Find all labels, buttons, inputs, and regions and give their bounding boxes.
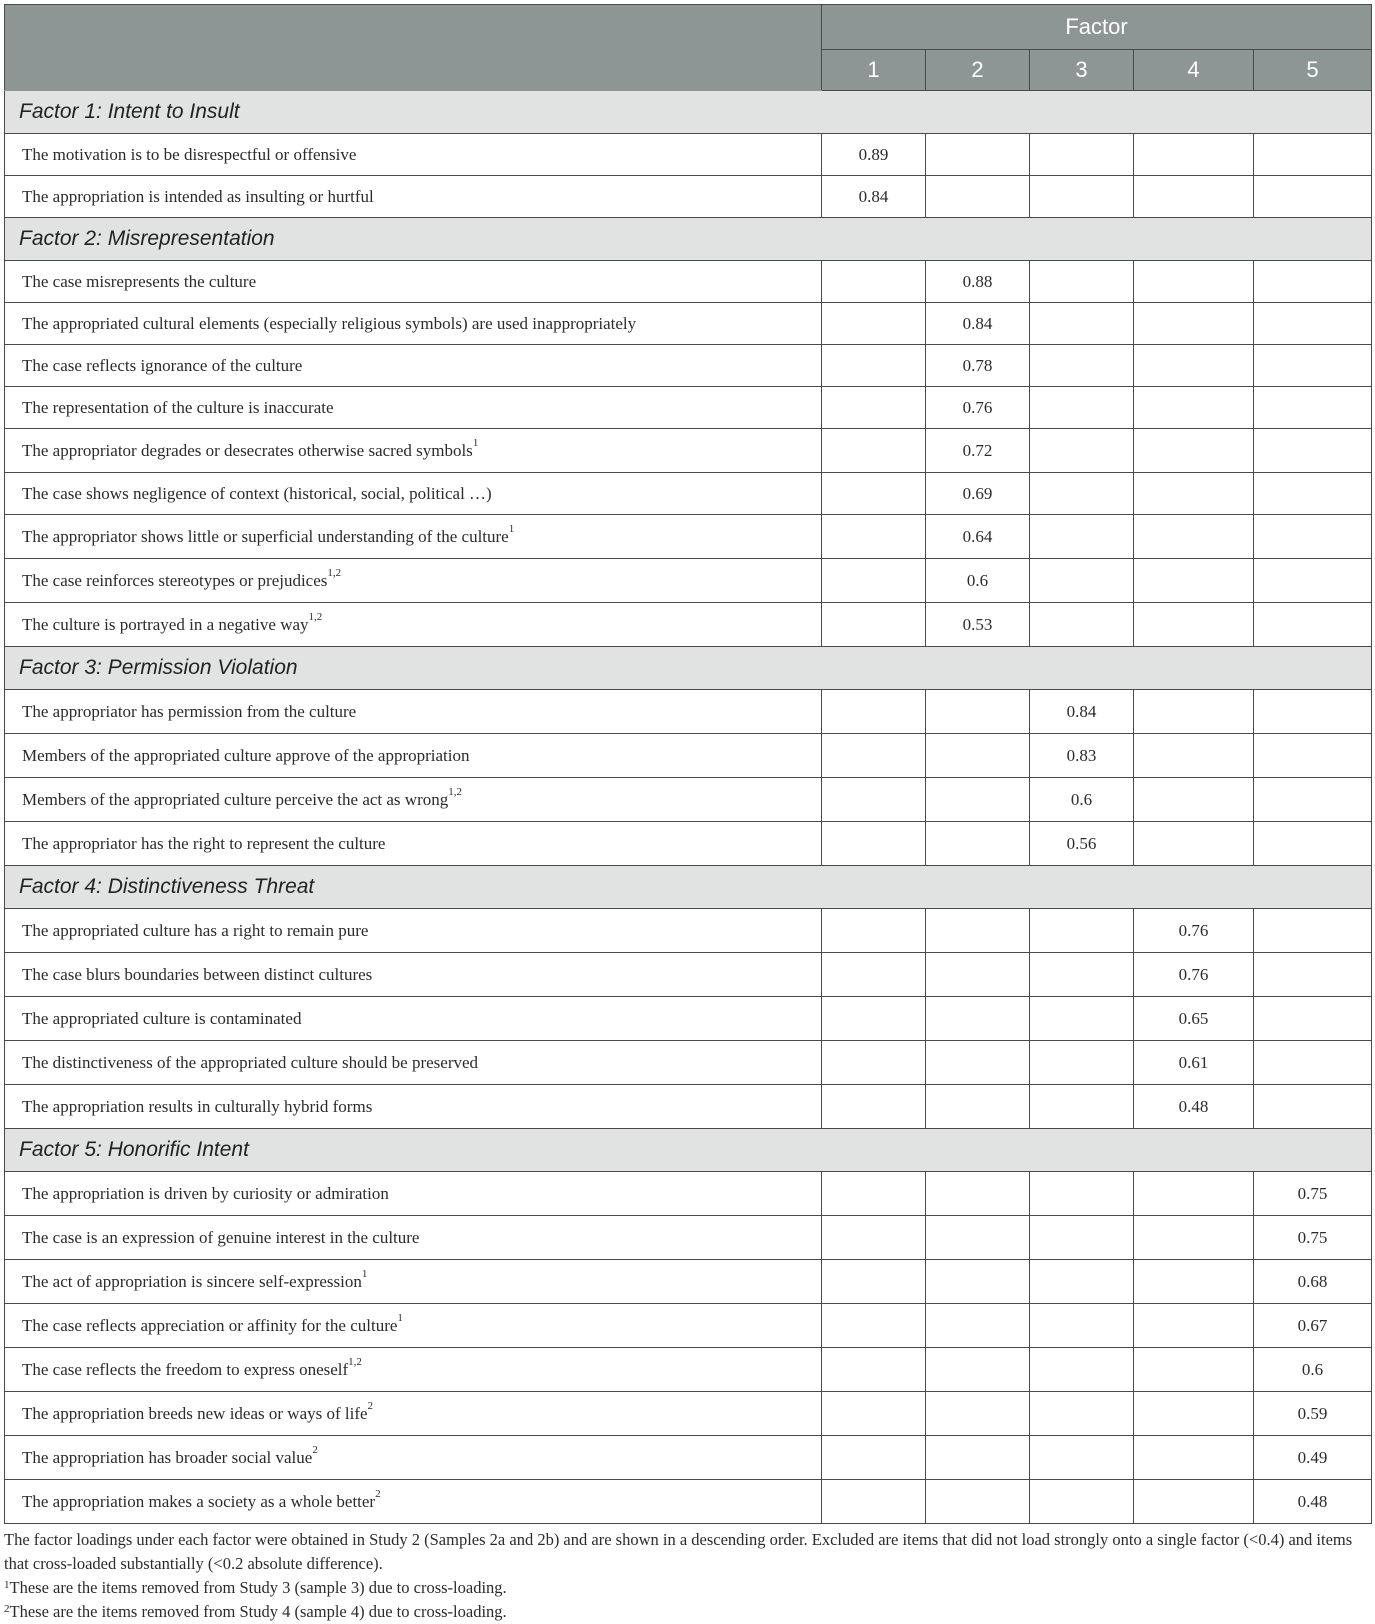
- section-title: Factor 4: Distinctiveness Threat: [5, 866, 822, 909]
- item-text: The appropriator has permission from the culture: [22, 701, 357, 721]
- item-label-cell: [5, 134, 822, 176]
- table-row: [5, 429, 1372, 473]
- section-empty-cell: [1030, 1129, 1134, 1172]
- empty-cell: [1134, 559, 1254, 603]
- section-row: [5, 647, 1372, 690]
- item-label-cell: [5, 909, 822, 953]
- empty-cell: [1030, 1172, 1134, 1216]
- table-row: [5, 1041, 1372, 1085]
- item-text: The case reinforces stereotypes or prejudices: [22, 570, 328, 590]
- item-label-cell: [5, 1436, 822, 1480]
- empty-cell: [1254, 176, 1372, 218]
- empty-cell: [1030, 953, 1134, 997]
- item-footnote-mark: 2: [375, 1487, 381, 1500]
- loading-value: 0.68: [1254, 1260, 1372, 1304]
- empty-cell: [1134, 1348, 1254, 1392]
- empty-cell: [1254, 559, 1372, 603]
- empty-cell: [1254, 909, 1372, 953]
- empty-cell: [1030, 1041, 1134, 1085]
- table-row: [5, 387, 1372, 429]
- empty-cell: [1030, 1085, 1134, 1129]
- empty-cell: [1134, 429, 1254, 473]
- empty-cell: [1134, 1304, 1254, 1348]
- empty-cell: [1134, 473, 1254, 515]
- item-text: The appropriation is intended as insulting or hurtful: [22, 186, 374, 206]
- item-label-cell: [5, 1085, 822, 1129]
- table-body: [5, 91, 1372, 1524]
- loading-value: 0.56: [1030, 822, 1134, 866]
- factor-header: Factor: [822, 5, 1372, 50]
- empty-cell: [1030, 1260, 1134, 1304]
- footnote-1-text: These are the items removed from Study 3 (sample 3) due to cross-loading.: [9, 1578, 507, 1597]
- table-row: [5, 734, 1372, 778]
- empty-cell: [1134, 345, 1254, 387]
- empty-cell: [1254, 261, 1372, 303]
- empty-cell: [926, 997, 1030, 1041]
- empty-cell: [926, 1348, 1030, 1392]
- empty-cell: [822, 909, 926, 953]
- section-empty-cell: [926, 218, 1030, 261]
- empty-cell: [1030, 473, 1134, 515]
- item-text: The case reflects appreciation or affinity for the culture: [22, 1315, 398, 1335]
- empty-cell: [1254, 1085, 1372, 1129]
- empty-cell: [1030, 261, 1134, 303]
- factor-column-3: 3: [1030, 50, 1134, 91]
- empty-cell: [822, 603, 926, 647]
- section-empty-cell: [822, 218, 926, 261]
- item-text: The appropriation results in culturally hybrid forms: [22, 1096, 373, 1116]
- empty-cell: [1254, 822, 1372, 866]
- factor-loadings-table-container: [4, 4, 1371, 1624]
- empty-cell: [822, 734, 926, 778]
- section-row: [5, 218, 1372, 261]
- empty-cell: [822, 1436, 926, 1480]
- item-text: The act of appropriation is sincere self-expression: [22, 1271, 362, 1291]
- item-label-cell: [5, 1480, 822, 1524]
- empty-cell: [1254, 690, 1372, 734]
- empty-cell: [822, 1041, 926, 1085]
- table-row: [5, 1480, 1372, 1524]
- empty-cell: [926, 1216, 1030, 1260]
- empty-cell: [1030, 303, 1134, 345]
- empty-cell: [926, 1041, 1030, 1085]
- empty-cell: [1254, 953, 1372, 997]
- item-text: The distinctiveness of the appropriated culture should be preserved: [22, 1052, 479, 1072]
- factor-column-2: 2: [926, 50, 1030, 91]
- table-row: [5, 1436, 1372, 1480]
- empty-cell: [926, 176, 1030, 218]
- table-notes: [4, 1528, 1371, 1624]
- empty-cell: [1134, 176, 1254, 218]
- empty-cell: [1030, 429, 1134, 473]
- loading-value: 0.69: [926, 473, 1030, 515]
- item-label-cell: [5, 387, 822, 429]
- empty-cell: [1030, 559, 1134, 603]
- item-text: The appropriation breeds new ideas or ways of life: [22, 1403, 368, 1423]
- item-text: The case blurs boundaries between distinct cultures: [22, 964, 373, 984]
- empty-cell: [1030, 1216, 1134, 1260]
- table-row: [5, 176, 1372, 218]
- empty-cell: [926, 909, 1030, 953]
- loading-value: 0.6: [1030, 778, 1134, 822]
- table-row: [5, 1348, 1372, 1392]
- item-text: The appropriator degrades or desecrates otherwise sacred symbols: [22, 440, 473, 460]
- empty-cell: [1134, 822, 1254, 866]
- empty-cell: [1254, 345, 1372, 387]
- section-empty-cell: [926, 1129, 1030, 1172]
- empty-cell: [1030, 387, 1134, 429]
- empty-cell: [822, 473, 926, 515]
- empty-cell: [1030, 1480, 1134, 1524]
- loading-value: 0.6: [926, 559, 1030, 603]
- empty-cell: [1254, 734, 1372, 778]
- empty-cell: [1134, 690, 1254, 734]
- empty-cell: [822, 1304, 926, 1348]
- item-text: The case misrepresents the culture: [22, 271, 257, 291]
- empty-cell: [1030, 1436, 1134, 1480]
- item-footnote-mark: 1,2: [308, 610, 323, 623]
- section-empty-cell: [926, 647, 1030, 690]
- item-footnote-mark: 2: [312, 1443, 318, 1456]
- empty-cell: [1030, 1304, 1134, 1348]
- item-text: The appropriated culture is contaminated: [22, 1008, 302, 1028]
- item-label-cell: [5, 690, 822, 734]
- item-text: The case is an expression of genuine interest in the culture: [22, 1227, 420, 1247]
- item-label-cell: [5, 1172, 822, 1216]
- empty-cell: [1134, 1216, 1254, 1260]
- loading-value: 0.76: [1134, 953, 1254, 997]
- section-empty-cell: [1030, 91, 1134, 134]
- item-footnote-mark: 1: [397, 1311, 403, 1324]
- section-empty-cell: [1254, 866, 1372, 909]
- footnote-1-mark: 1: [4, 1579, 10, 1591]
- empty-cell: [1134, 134, 1254, 176]
- loading-value: 0.64: [926, 515, 1030, 559]
- empty-cell: [822, 429, 926, 473]
- empty-cell: [822, 1260, 926, 1304]
- loading-value: 0.72: [926, 429, 1030, 473]
- empty-cell: [1030, 515, 1134, 559]
- empty-cell: [1254, 303, 1372, 345]
- item-label-cell: [5, 176, 822, 218]
- table-row: [5, 134, 1372, 176]
- loading-value: 0.75: [1254, 1172, 1372, 1216]
- item-label-cell: [5, 1216, 822, 1260]
- footnote-2: [4, 1600, 1371, 1624]
- item-text: The representation of the culture is inaccurate: [22, 397, 334, 417]
- loading-value: 0.76: [1134, 909, 1254, 953]
- item-label-cell: [5, 515, 822, 559]
- section-empty-cell: [1254, 91, 1372, 134]
- empty-cell: [1254, 997, 1372, 1041]
- factor-column-5: 5: [1254, 50, 1372, 91]
- loading-value: 0.88: [926, 261, 1030, 303]
- empty-cell: [1030, 909, 1134, 953]
- section-title: Factor 5: Honorific Intent: [5, 1129, 822, 1172]
- empty-cell: [822, 345, 926, 387]
- empty-cell: [1254, 134, 1372, 176]
- section-empty-cell: [822, 866, 926, 909]
- section-empty-cell: [822, 647, 926, 690]
- empty-cell: [926, 1172, 1030, 1216]
- footnote-2-mark: 2: [4, 1603, 10, 1615]
- section-row: [5, 866, 1372, 909]
- empty-cell: [926, 953, 1030, 997]
- item-footnote-mark: 1,2: [348, 1355, 362, 1368]
- item-text: The appropriation makes a society as a whole better: [22, 1491, 376, 1511]
- empty-cell: [1254, 429, 1372, 473]
- item-label-cell: [5, 1348, 822, 1392]
- item-text: The case shows negligence of context (historical, social, political …): [22, 483, 492, 503]
- section-empty-cell: [1254, 218, 1372, 261]
- item-label-cell: [5, 303, 822, 345]
- empty-cell: [1134, 261, 1254, 303]
- empty-cell: [1134, 778, 1254, 822]
- item-text: The motivation is to be disrespectful or offensive: [22, 144, 357, 164]
- empty-cell: [926, 134, 1030, 176]
- empty-cell: [1134, 1392, 1254, 1436]
- section-empty-cell: [1134, 1129, 1254, 1172]
- table-row: [5, 997, 1372, 1041]
- empty-cell: [926, 1085, 1030, 1129]
- item-footnote-mark: 1: [508, 522, 515, 535]
- loading-value: 0.83: [1030, 734, 1134, 778]
- empty-cell: [1254, 387, 1372, 429]
- loading-value: 0.61: [1134, 1041, 1254, 1085]
- empty-cell: [822, 997, 926, 1041]
- item-text: The appropriated culture has a right to remain pure: [22, 920, 369, 940]
- table-row: [5, 345, 1372, 387]
- table-row: [5, 953, 1372, 997]
- loading-value: 0.53: [926, 603, 1030, 647]
- empty-cell: [1030, 603, 1134, 647]
- item-text: The appropriator shows little or superficial understanding of the culture: [22, 526, 509, 546]
- table-row: [5, 1216, 1372, 1260]
- section-empty-cell: [822, 91, 926, 134]
- item-label-cell: [5, 473, 822, 515]
- section-empty-cell: [1254, 647, 1372, 690]
- empty-cell: [822, 1216, 926, 1260]
- empty-cell: [822, 261, 926, 303]
- item-label-cell: [5, 778, 822, 822]
- item-text: The appropriator has the right to represent the culture: [22, 833, 386, 853]
- empty-cell: [822, 690, 926, 734]
- factor-column-4: 4: [1134, 50, 1254, 91]
- section-empty-cell: [926, 91, 1030, 134]
- empty-cell: [822, 1480, 926, 1524]
- item-label-cell: [5, 559, 822, 603]
- header-blank-cell: [5, 5, 822, 91]
- empty-cell: [926, 1392, 1030, 1436]
- section-empty-cell: [926, 866, 1030, 909]
- empty-cell: [1134, 1436, 1254, 1480]
- table-row: [5, 303, 1372, 345]
- empty-cell: [1134, 515, 1254, 559]
- empty-cell: [822, 515, 926, 559]
- empty-cell: [926, 1260, 1030, 1304]
- loading-value: 0.76: [926, 387, 1030, 429]
- table-row: [5, 1304, 1372, 1348]
- loading-value: 0.84: [1030, 690, 1134, 734]
- section-empty-cell: [1030, 218, 1134, 261]
- empty-cell: [1134, 387, 1254, 429]
- item-text: The case reflects ignorance of the culture: [22, 355, 303, 375]
- loading-value: 0.65: [1134, 997, 1254, 1041]
- section-row: [5, 91, 1372, 134]
- section-empty-cell: [1030, 866, 1134, 909]
- section-title: Factor 2: Misrepresentation: [5, 218, 822, 261]
- empty-cell: [1030, 997, 1134, 1041]
- item-label-cell: [5, 429, 822, 473]
- empty-cell: [1030, 1392, 1134, 1436]
- table-note-main: The factor loadings under each factor were obtained in Study 2 (Samples 2a and 2b) and are shown in a descending order. Excluded are items that did not load strongly onto a single factor (<0.4) and items that cross-loaded substantially (<0.2 absolute difference).: [4, 1530, 1353, 1573]
- empty-cell: [1134, 1260, 1254, 1304]
- table-row: [5, 909, 1372, 953]
- loading-value: 0.48: [1254, 1480, 1372, 1524]
- empty-cell: [1254, 473, 1372, 515]
- table-row: [5, 515, 1372, 559]
- item-footnote-mark: 1,2: [327, 566, 342, 579]
- item-text: The case reflects the freedom to express oneself: [22, 1359, 349, 1379]
- empty-cell: [822, 953, 926, 997]
- empty-cell: [1030, 345, 1134, 387]
- empty-cell: [1134, 603, 1254, 647]
- section-empty-cell: [1254, 1129, 1372, 1172]
- item-label-cell: [5, 603, 822, 647]
- empty-cell: [1134, 1480, 1254, 1524]
- item-footnote-mark: 1: [361, 1267, 368, 1280]
- table-row: [5, 690, 1372, 734]
- table-row: [5, 559, 1372, 603]
- empty-cell: [1254, 778, 1372, 822]
- loading-value: 0.78: [926, 345, 1030, 387]
- section-empty-cell: [1134, 866, 1254, 909]
- footnote-1: [4, 1576, 1371, 1600]
- empty-cell: [926, 734, 1030, 778]
- empty-cell: [822, 1348, 926, 1392]
- loading-value: 0.59: [1254, 1392, 1372, 1436]
- empty-cell: [926, 1436, 1030, 1480]
- empty-cell: [926, 1480, 1030, 1524]
- item-label-cell: [5, 997, 822, 1041]
- table-row: [5, 261, 1372, 303]
- empty-cell: [926, 1304, 1030, 1348]
- table-row: [5, 822, 1372, 866]
- item-label-cell: [5, 1041, 822, 1085]
- section-empty-cell: [822, 1129, 926, 1172]
- item-text: Members of the appropriated culture approve of the appropriation: [22, 745, 470, 765]
- loading-value: 0.49: [1254, 1436, 1372, 1480]
- loading-value: 0.84: [926, 303, 1030, 345]
- empty-cell: [822, 387, 926, 429]
- item-label-cell: [5, 261, 822, 303]
- table-row: [5, 1085, 1372, 1129]
- section-title: Factor 1: Intent to Insult: [5, 91, 822, 134]
- factor-column-1: 1: [822, 50, 926, 91]
- loading-value: 0.48: [1134, 1085, 1254, 1129]
- factor-loadings-table: [4, 4, 1372, 1524]
- empty-cell: [1134, 734, 1254, 778]
- section-empty-cell: [1134, 647, 1254, 690]
- item-label-cell: [5, 1392, 822, 1436]
- empty-cell: [1254, 515, 1372, 559]
- loading-value: 0.84: [822, 176, 926, 218]
- empty-cell: [822, 778, 926, 822]
- loading-value: 0.6: [1254, 1348, 1372, 1392]
- empty-cell: [926, 690, 1030, 734]
- footnote-2-text: These are the items removed from Study 4 (sample 4) due to cross-loading.: [9, 1602, 507, 1621]
- section-empty-cell: [1134, 91, 1254, 134]
- item-label-cell: [5, 822, 822, 866]
- empty-cell: [926, 822, 1030, 866]
- empty-cell: [1030, 1348, 1134, 1392]
- table-row: [5, 1172, 1372, 1216]
- item-label-cell: [5, 734, 822, 778]
- item-footnote-mark: 1,2: [448, 785, 462, 798]
- section-row: [5, 1129, 1372, 1172]
- item-text: The appropriation is driven by curiosity or admiration: [22, 1183, 389, 1203]
- empty-cell: [822, 1085, 926, 1129]
- loading-value: 0.75: [1254, 1216, 1372, 1260]
- empty-cell: [822, 303, 926, 345]
- table-row: [5, 1260, 1372, 1304]
- empty-cell: [822, 1172, 926, 1216]
- loading-value: 0.67: [1254, 1304, 1372, 1348]
- empty-cell: [1134, 1172, 1254, 1216]
- section-title: Factor 3: Permission Violation: [5, 647, 822, 690]
- empty-cell: [1030, 176, 1134, 218]
- item-text: The appropriation has broader social value: [22, 1447, 313, 1467]
- item-label-cell: [5, 1304, 822, 1348]
- section-empty-cell: [1030, 647, 1134, 690]
- table-row: [5, 1392, 1372, 1436]
- loading-value: 0.89: [822, 134, 926, 176]
- table-header: [5, 5, 1372, 91]
- item-footnote-mark: 2: [367, 1399, 374, 1412]
- empty-cell: [926, 778, 1030, 822]
- empty-cell: [822, 1392, 926, 1436]
- item-text: Members of the appropriated culture perceive the act as wrong: [22, 789, 449, 809]
- table-row: [5, 603, 1372, 647]
- item-label-cell: [5, 953, 822, 997]
- empty-cell: [1134, 303, 1254, 345]
- empty-cell: [822, 559, 926, 603]
- item-label-cell: [5, 345, 822, 387]
- item-text: The appropriated cultural elements (especially religious symbols) are used inappropriately: [22, 313, 637, 333]
- empty-cell: [1030, 134, 1134, 176]
- table-row: [5, 778, 1372, 822]
- table-row: [5, 473, 1372, 515]
- empty-cell: [822, 822, 926, 866]
- section-empty-cell: [1134, 218, 1254, 261]
- empty-cell: [1254, 603, 1372, 647]
- item-text: The culture is portrayed in a negative way: [22, 614, 309, 634]
- empty-cell: [1254, 1041, 1372, 1085]
- item-footnote-mark: 1: [472, 436, 479, 449]
- item-label-cell: [5, 1260, 822, 1304]
